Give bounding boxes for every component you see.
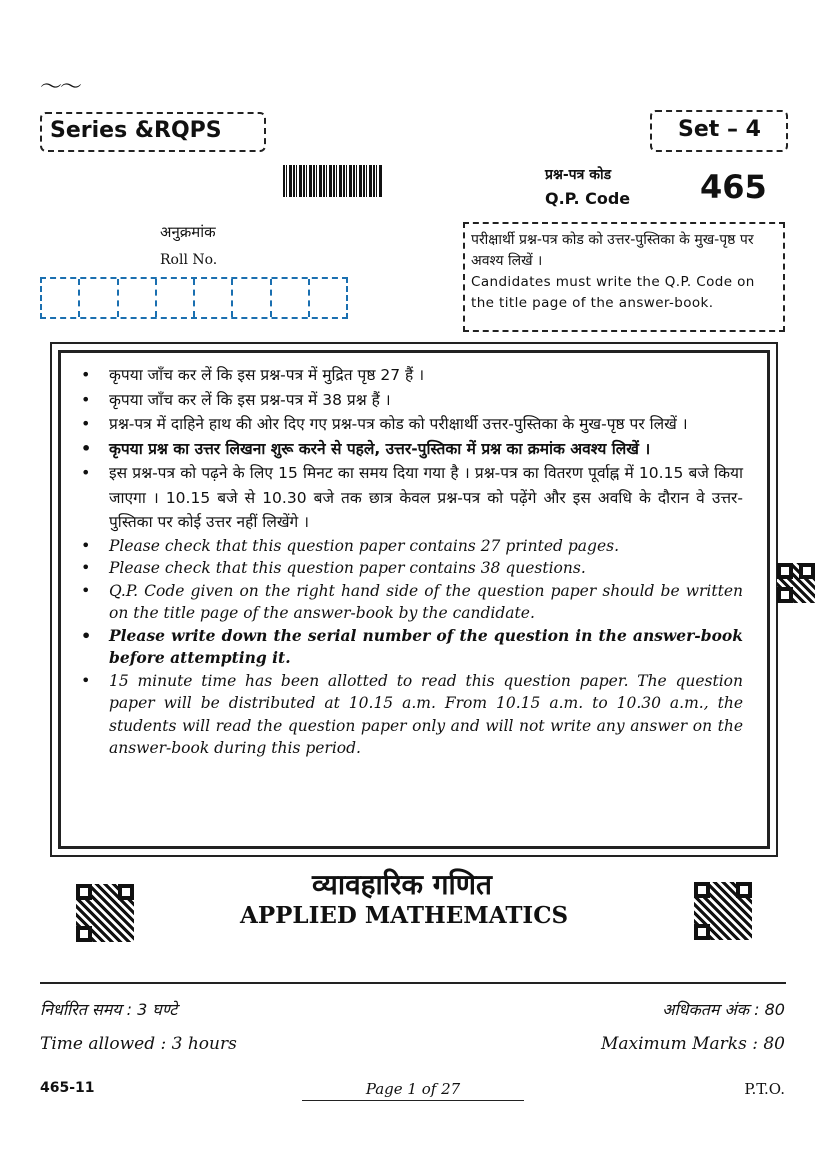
roll-number-boxes[interactable] (40, 277, 348, 319)
qr-code-icon (76, 884, 134, 942)
instruction-item: • इस प्रश्न-पत्र को पढ़ने के लिए 15 मिनट का समय दिया गया है । प्रश्न-पत्र का वितरण पूर्वाह्न में 10.15 बजे किया जाएगा । 10.15 बजे से 10.30 बजे तक छात्र केवल प्रश्न-पत्र को पढ़ेंगे और इस अवधि के दौरान वे उत्तर-पुस्तिका पर कोई उत्तर नहीं लिखेंगे । (79, 461, 743, 535)
set-box (650, 110, 788, 152)
qr-code-icon (777, 563, 815, 603)
instruction-item: • 15 minute time has been allotted to read this question paper. The question paper will be distributed at 10.15 a.m. From 10.15 a.m. to 10.30 a.m., the students will read the question paper only and will not write any answer on the answer-book during this period. (79, 670, 743, 760)
qr-code-icon (694, 882, 752, 940)
qp-code-value: 465 (700, 168, 767, 206)
page-number: Page 1 of 27 (302, 1080, 524, 1101)
instruction-item: • कृपया प्रश्न का उत्तर लिखना शुरू करने से पहले, उत्तर-पुस्तिका में प्रश्न का क्रमांक अवश्य लिखें । (79, 437, 743, 462)
time-allowed-hindi: निर्धारित समय : 3 घण्टे (40, 1000, 178, 1019)
pto-label: P.T.O. (744, 1080, 785, 1098)
footer-code: 465-11 (40, 1080, 95, 1096)
instructions-list (79, 363, 743, 760)
roll-digit-cell[interactable] (272, 279, 310, 317)
instruction-item: • कृपया जाँच कर लें कि इस प्रश्न-पत्र में मुद्रित पृष्ठ 27 हैं । (79, 363, 743, 388)
maximum-marks-hindi: अधिकतम अंक : 80 (662, 1000, 785, 1019)
candidate-note-english: Candidates must write the Q.P. Code on the title page of the answer-book. (471, 274, 755, 311)
series-label: Series &RQPS (50, 118, 222, 143)
wave-mark-icon: 〜〜 (40, 75, 81, 100)
set-label: Set – 4 (678, 117, 761, 142)
roll-label-hindi: अनुक्रमांक (160, 223, 216, 241)
subject-title: APPLIED MATHEMATICS (240, 902, 569, 929)
instruction-item: • Please check that this question paper contains 27 printed pages. (79, 535, 743, 558)
roll-digit-cell[interactable] (195, 279, 233, 317)
time-allowed: Time allowed : 3 hours (40, 1034, 237, 1054)
series-box (40, 112, 266, 152)
qp-code-label: Q.P. Code (545, 189, 631, 208)
roll-digit-cell[interactable] (119, 279, 157, 317)
candidate-note-hindi: परीक्षार्थी प्रश्न-पत्र कोड को उत्तर-पुस्तिका के मुख-पृष्ठ पर अवश्य लिखें । (471, 232, 754, 269)
instruction-item: • Q.P. Code given on the right hand side of the question paper should be written on the title page of the answer-book by the candidate. (79, 580, 743, 625)
instruction-item: • कृपया जाँच कर लें कि इस प्रश्न-पत्र में 38 प्रश्न हैं । (79, 388, 743, 413)
instruction-item: • Please write down the serial number of the question in the answer-book before attempting it. (79, 625, 743, 670)
instruction-item: • Please check that this question paper contains 38 questions. (79, 557, 743, 580)
roll-digit-cell[interactable] (42, 279, 80, 317)
instruction-item: • प्रश्न-पत्र में दाहिने हाथ की ओर दिए गए प्रश्न-पत्र कोड को परीक्षार्थी उत्तर-पुस्तिका के मुख-पृष्ठ पर लिखें । (79, 412, 743, 437)
roll-label: Roll No. (160, 252, 218, 268)
qp-code-label-hindi: प्रश्न-पत्र कोड (545, 167, 612, 183)
roll-digit-cell[interactable] (80, 279, 118, 317)
barcode-icon (283, 165, 383, 197)
subject-title-hindi: व्यावहारिक गणित (312, 868, 492, 901)
instructions-inner-frame (58, 350, 770, 849)
instructions-frame (50, 342, 778, 857)
maximum-marks: Maximum Marks : 80 (600, 1034, 785, 1054)
roll-digit-cell[interactable] (233, 279, 271, 317)
divider (40, 982, 786, 984)
candidate-note-box (463, 222, 785, 332)
roll-digit-cell[interactable] (157, 279, 195, 317)
roll-digit-cell[interactable] (310, 279, 346, 317)
